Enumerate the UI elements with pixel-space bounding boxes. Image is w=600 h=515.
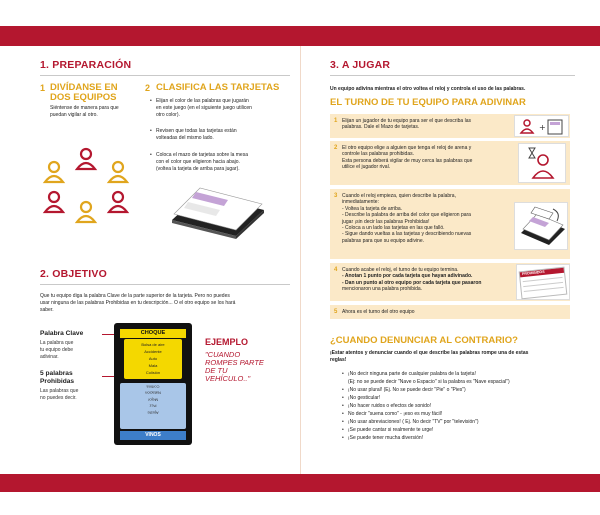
top-brand-band xyxy=(0,26,600,46)
denounce-intro-2: reglas! xyxy=(330,357,347,363)
denounce-intro-1: ¡Estar atentos y denunciar cuando el que describe las palabras rompe una de estas xyxy=(330,350,529,356)
card-flipped-word: Ajuste xyxy=(147,410,159,416)
card-flipped-word: Mejor xyxy=(148,397,159,403)
step4-score-sheet xyxy=(516,264,570,300)
step2-illustration xyxy=(518,143,566,183)
forbidden-label-1: 5 palabras xyxy=(40,370,73,377)
example-quote-1: "CUANDO xyxy=(205,350,241,359)
step3-illustration xyxy=(514,202,568,250)
objective-line-3: saber. xyxy=(40,307,54,313)
step-text-1: Elijan un jugador de tu equipo para ser el que describa las palabras. Dale el Mazo de tarjetas. xyxy=(342,118,471,131)
rule-item: (Ej: no se puede decir "Nave o Espacio" si la palabra es "Nave espacial") xyxy=(348,379,510,385)
card-flipped-word: Natación xyxy=(145,391,161,396)
rule-item: • ¡Se puede tener mucha diversión! xyxy=(342,435,424,441)
example-card xyxy=(114,323,192,445)
card-forbidden-word: Mala xyxy=(148,363,158,368)
bottom-brand-band xyxy=(0,474,600,492)
step1-number: 1 xyxy=(40,83,46,93)
players-circle-illustration xyxy=(36,145,136,225)
card-forbidden-word: Auto xyxy=(148,356,158,361)
card-forbidden-word: Bolsa de aire xyxy=(141,342,165,347)
step-number: 3 xyxy=(334,193,338,199)
svg-text:+: + xyxy=(539,123,546,132)
sort-bullet-3: • Coloca el mazo de tarjetas sobre la mesa con el color que eligieron hacia abajo. (voltea la tarjeta de arriba para jugar). xyxy=(150,152,248,172)
person-icon xyxy=(77,149,95,169)
card-forbidden-list xyxy=(124,339,182,379)
right-page xyxy=(300,46,600,474)
forbidden-desc-1: Las palabras que xyxy=(40,388,79,394)
objective-title-rule xyxy=(40,284,290,285)
card-stack-illustration xyxy=(166,180,268,240)
objective-line-2: usar ninguna de las palabras Prohibidas en tu descripción... O el otro equipo se los hará xyxy=(40,300,236,306)
step1-text-line1: Siéntense de manera para que xyxy=(50,105,119,111)
person-icon xyxy=(45,192,63,212)
forbidden-label-2: Prohibidas xyxy=(40,378,75,385)
rule-item: • ¡No decir ninguna parte de cualquier palabra de la tarjeta! xyxy=(342,371,476,377)
rule-item: • No decir "suena como" - ¡eso es muy fácil! xyxy=(342,411,443,417)
objective-line-1: Que tu equipo diga la palabra Clave de la parte superior de la tarjeta. Pero no puedes xyxy=(40,293,230,299)
step2-number: 2 xyxy=(145,83,151,93)
forbidden-desc-2: no puedes decir. xyxy=(40,395,77,401)
example-quote-3: DE TU xyxy=(205,366,228,375)
step-number: 1 xyxy=(334,118,338,124)
card-flipped-word: Pez xyxy=(149,404,157,409)
step-text-2: El otro equipo elige a alguien que tenga el reloj de arena y controle las palabras prohibidas. Esta persona deberá vigilar de muy cerca las palabras que utilice el jugador rival. xyxy=(342,145,473,171)
turn-title: EL TURNO DE TU EQUIPO PARA ADIVINAR xyxy=(330,97,526,108)
prep-title-rule xyxy=(40,75,290,76)
denounce-title: ¿CUANDO DENUNCIAR AL CONTRARIO? xyxy=(330,335,518,346)
step-text-3: Cuando el reloj empieza, quien describe la palabra, inmediatamente: - Voltea la tarjeta de arriba. - Describe la palabra de arriba del color que eligieron para jugar ¡sin decir las palabras Prohibidas! - Coloca a un lado las tarjetas en las que falló. - Sigue dando vueltas a las tarjetas y describiendo nuevas palabras para que su equipo adivine. xyxy=(342,193,472,244)
card-forbidden-word: Accidente xyxy=(144,349,162,354)
example-quote-4: VEHÍCULO.." xyxy=(205,374,251,383)
person-icon xyxy=(109,192,127,212)
objective-section-title: 2. OBJETIVO xyxy=(40,268,107,280)
keyword-label: Palabra Clave xyxy=(40,330,84,337)
step1-title-line1: DIVÍDANSE EN xyxy=(50,82,118,93)
step1-text-line2: puedan vigilar al otro. xyxy=(50,112,98,118)
sort-bullet-2: • Revisen que todas las tarjetas están volteadas del mismo lado. xyxy=(150,128,237,141)
rule-item: • ¡No gesticular! xyxy=(342,395,381,401)
keyword-desc-3: adivinar. xyxy=(40,354,59,360)
card-keyword: CHOQUE xyxy=(120,329,186,338)
play-section-title: 3. A JUGAR xyxy=(330,59,391,71)
step1-illustration xyxy=(514,115,569,137)
example-quote-2: ROMPES PARTE xyxy=(205,358,264,367)
step-number: 4 xyxy=(334,267,338,273)
person-icon xyxy=(109,162,127,182)
sort-bullet-1: • Elijan el color de las palabras que jugarán en este juego (en el siguiente juego utilicen otro color). xyxy=(150,98,252,118)
step1-title-line2: DOS EQUIPOS xyxy=(50,92,117,103)
step-text-5: Ahora es el turno del otro equipo xyxy=(342,309,415,315)
card-forbidden-word: Colisión xyxy=(145,370,161,375)
play-title-rule xyxy=(330,75,575,76)
step2-title: CLASIFICA LAS TARJETAS xyxy=(156,82,280,93)
keyword-desc-2: tu equipo debe xyxy=(40,347,74,353)
rule-item: • ¡No usar abreviaciones! ( Ej. No decir "TV" por "televisión") xyxy=(342,419,479,425)
card-flipped-word: Cortina xyxy=(146,384,160,390)
play-intro: Un equipo adivina mientras el otro voltea el reloj y controla el uso de las palabras. xyxy=(330,86,526,92)
rule-item: • ¡No hacer ruidos o efectos de sonido! xyxy=(342,403,432,409)
person-icon xyxy=(45,162,63,182)
card-bottom-panel xyxy=(120,383,186,429)
step-text-4: Cuando acabe el reloj, el turno de tu equipo termina. - Anotan 1 punto por cada tarjeta que hayan adivinado. - Dan un punto al otro equipo por cada tarjeta que pasaron mencionaron una palabra prohibida. xyxy=(342,267,482,293)
example-title: EJEMPLO xyxy=(205,337,249,347)
rule-item: • ¡Se puede cantar si realmente te urge! xyxy=(342,427,434,433)
step-number: 5 xyxy=(334,309,338,315)
card-bottom-word: VINOS xyxy=(120,431,186,440)
score-sheet-label: PROHIBIDOS xyxy=(520,268,564,278)
rule-item: • ¡No usar plural! (Ej. No se puede decir "Pie" o "Pies") xyxy=(342,387,466,393)
step-number: 2 xyxy=(334,145,338,151)
keyword-desc-1: La palabra que xyxy=(40,340,74,346)
person-icon xyxy=(77,202,95,222)
prep-section-title: 1. PREPARACIÓN xyxy=(40,59,132,71)
